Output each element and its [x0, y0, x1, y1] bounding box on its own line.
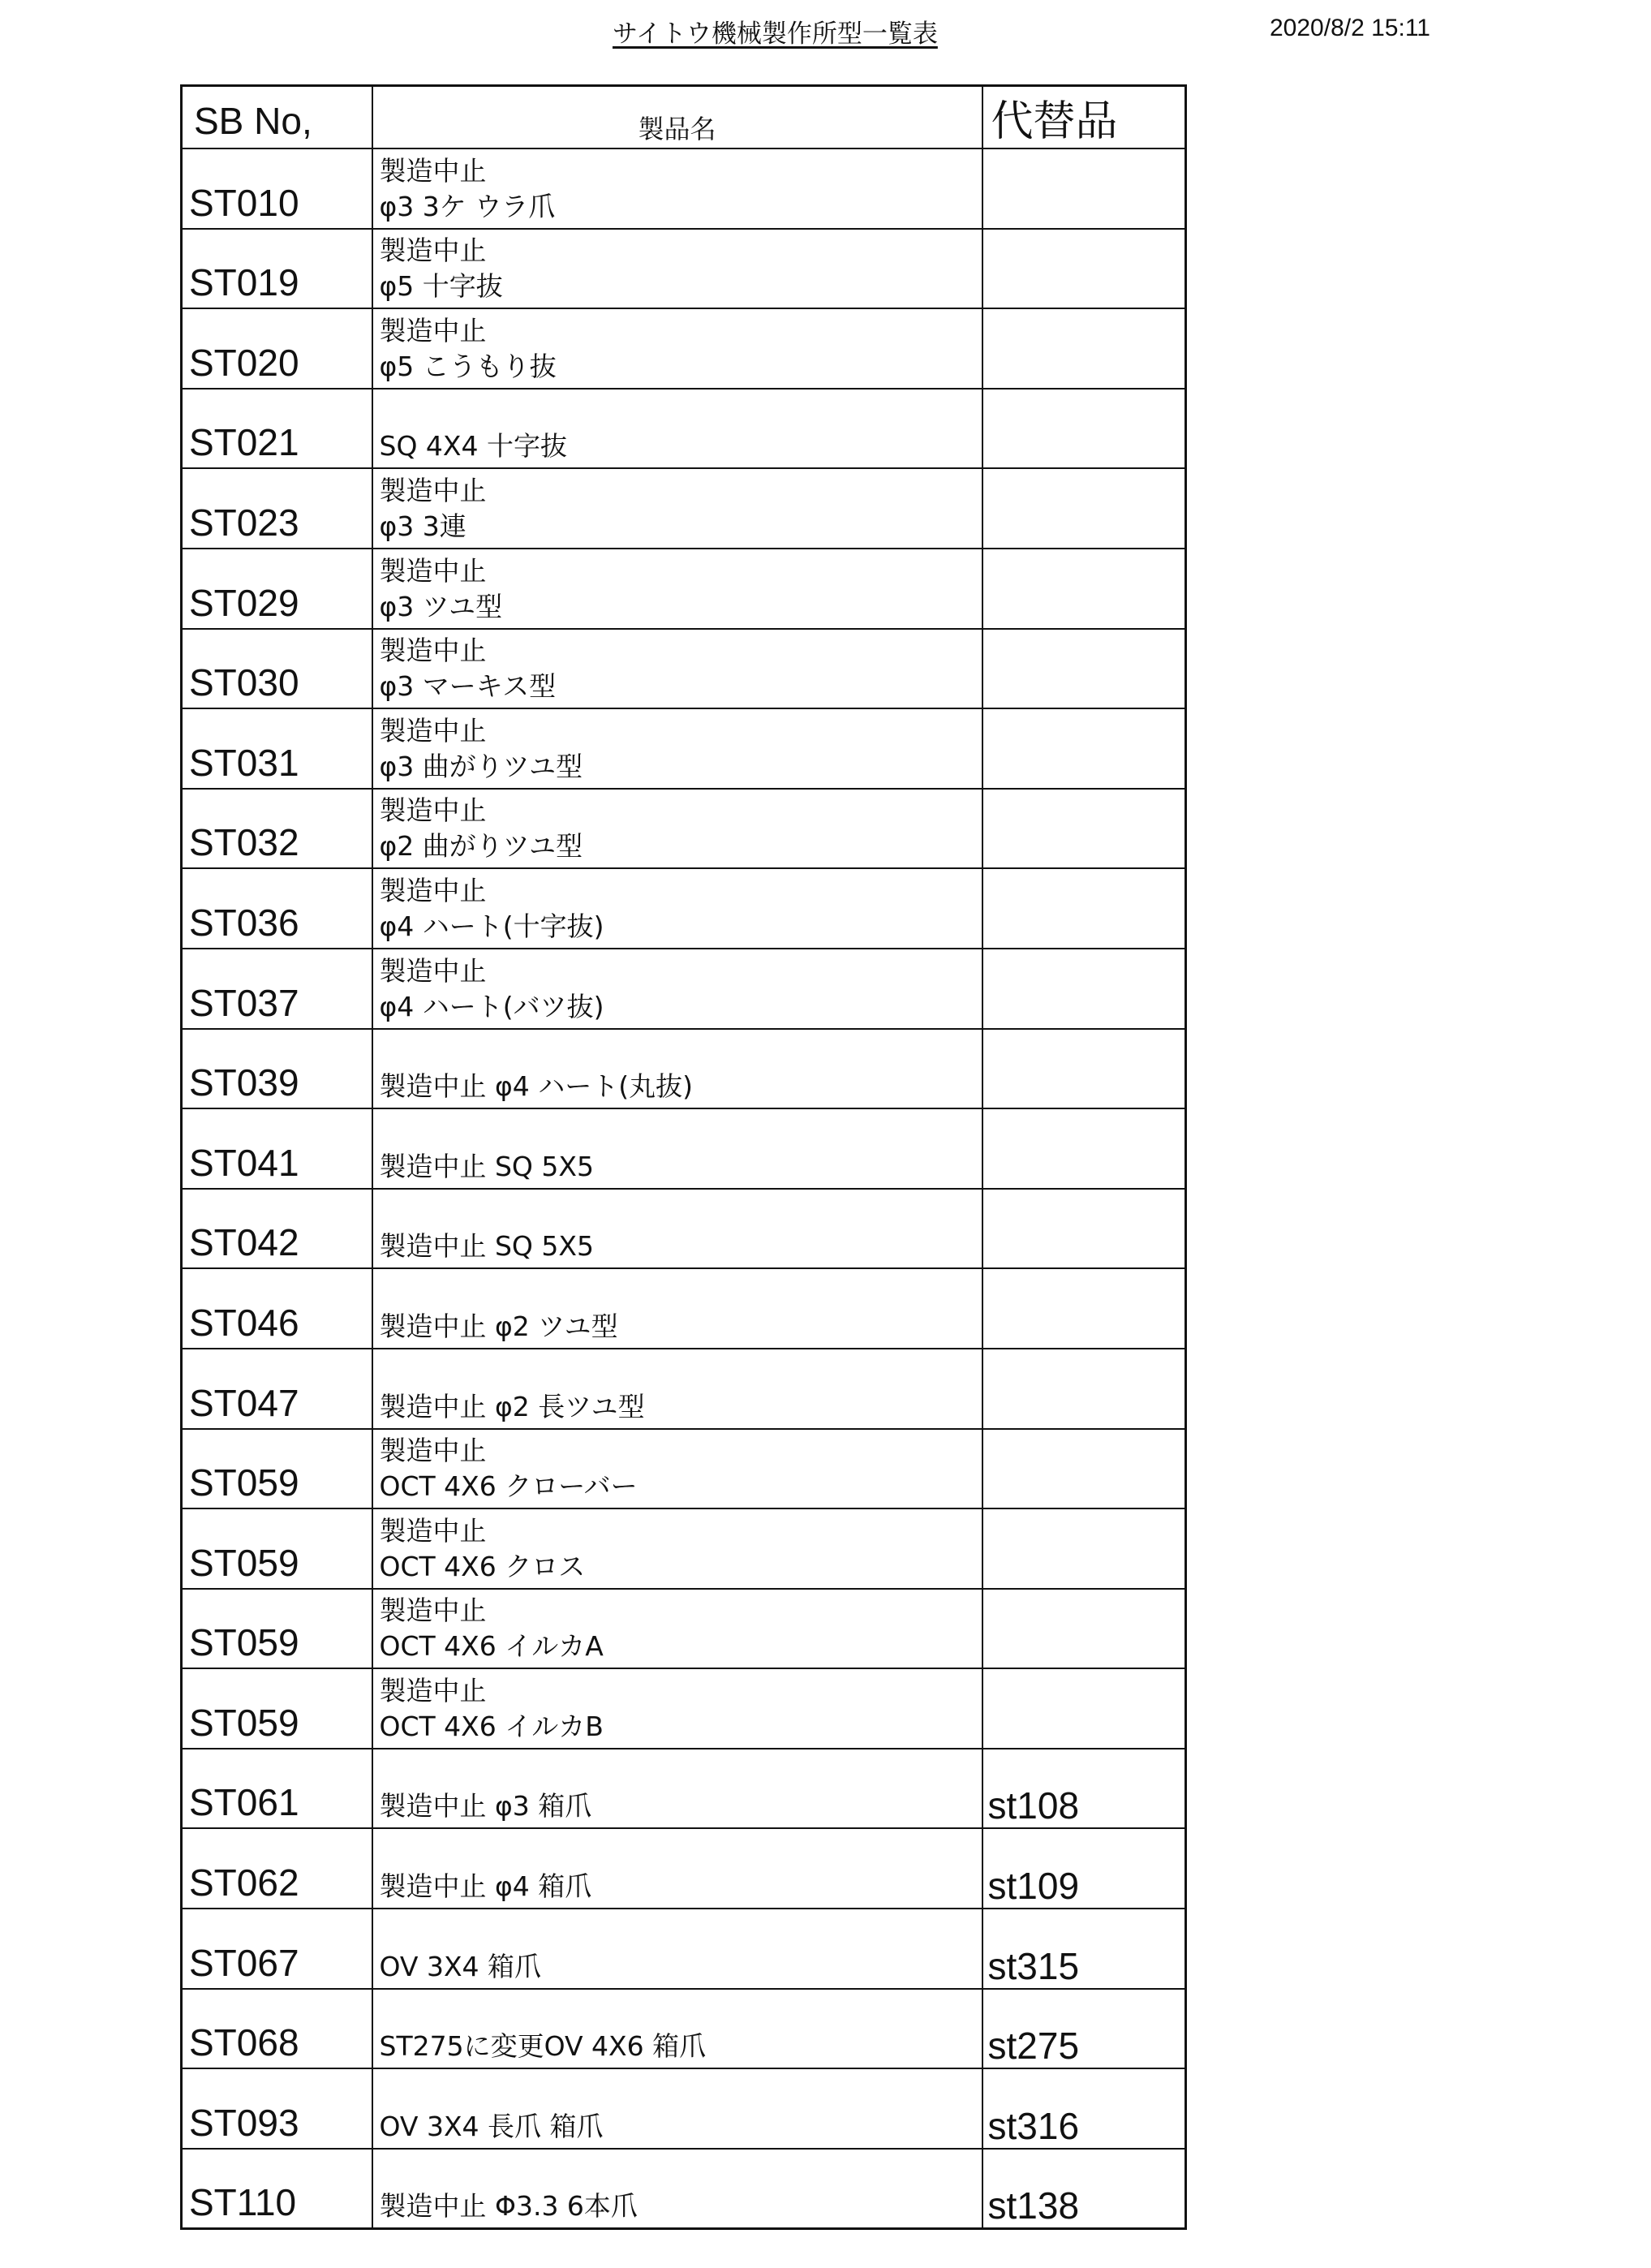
product-description-line: φ5 こうもり抜 — [379, 350, 557, 382]
product-name-cell — [372, 2149, 982, 2229]
substitute-cell: st315 — [982, 1909, 1186, 1989]
sb-number-cell: ST020 — [182, 308, 372, 389]
table-row — [182, 1909, 1186, 1989]
product-status-line: 製造中止 — [379, 474, 487, 506]
sb-number-cell: ST030 — [182, 629, 372, 709]
product-description-line: φ3 曲がりツユ型 — [379, 750, 583, 782]
product-description-line: OCT 4X6 クロス — [379, 1550, 586, 1582]
sb-number-cell: ST042 — [182, 1189, 372, 1269]
product-description-line: OV 3X4 長爪 箱爪 — [379, 2110, 604, 2142]
product-description-line: 製造中止 φ2 ツユ型 — [379, 1310, 618, 1342]
sb-number-cell: ST021 — [182, 389, 372, 469]
sb-number-cell: ST032 — [182, 789, 372, 869]
table-row — [182, 1828, 1186, 1909]
table-row — [182, 1189, 1186, 1269]
table-row — [182, 1589, 1186, 1669]
substitute-cell — [982, 708, 1186, 789]
product-status-line: 製造中止 — [379, 635, 487, 667]
product-name-cell — [372, 1989, 982, 2069]
table-row — [182, 1749, 1186, 1829]
product-status-line: 製造中止 — [379, 714, 487, 747]
sb-number-cell: ST059 — [182, 1429, 372, 1509]
sb-number-cell: ST047 — [182, 1349, 372, 1429]
product-status-line: 製造中止 — [379, 554, 487, 587]
product-description-line: φ5 十字抜 — [379, 270, 503, 303]
product-name-cell — [372, 1349, 982, 1429]
product-name-cell — [372, 1029, 982, 1109]
substitute-cell: st138 — [982, 2149, 1186, 2229]
product-description-line: φ4 ハート(バツ抜) — [379, 990, 604, 1022]
table-body — [182, 148, 1186, 2228]
product-name-cell — [372, 949, 982, 1029]
product-name-cell — [372, 1508, 982, 1589]
sb-number-cell: ST059 — [182, 1508, 372, 1589]
table-row — [182, 789, 1186, 869]
product-name-cell — [372, 468, 982, 549]
sb-number-cell: ST010 — [182, 148, 372, 229]
product-description-line: 製造中止 φ4 ハート(丸抜) — [379, 1070, 693, 1103]
table-row — [182, 1989, 1186, 2069]
table-row — [182, 708, 1186, 789]
substitute-cell: st109 — [982, 1828, 1186, 1909]
sb-number-cell: ST062 — [182, 1828, 372, 1909]
substitute-cell — [982, 789, 1186, 869]
product-description-line: 製造中止 SQ 5X5 — [379, 1230, 594, 1263]
product-description-line: φ3 3ケ ウラ爪 — [379, 190, 556, 222]
sb-number-cell: ST023 — [182, 468, 372, 549]
substitute-cell — [982, 308, 1186, 389]
product-name-cell — [372, 389, 982, 469]
substitute-cell — [982, 1668, 1186, 1749]
sb-number-cell: ST037 — [182, 949, 372, 1029]
substitute-cell — [982, 1268, 1186, 1349]
substitute-cell — [982, 1189, 1186, 1269]
product-description-line: φ3 ツユ型 — [379, 590, 503, 622]
substitute-cell: st275 — [982, 1989, 1186, 2069]
product-name-cell — [372, 1429, 982, 1509]
product-name-cell — [372, 1189, 982, 1269]
substitute-cell — [982, 1429, 1186, 1509]
table-row — [182, 1349, 1186, 1429]
substitute-cell: st316 — [982, 2068, 1186, 2149]
product-status-line: 製造中止 — [379, 154, 487, 187]
sb-number-cell: ST036 — [182, 868, 372, 949]
product-description-line: OCT 4X6 イルカA — [379, 1630, 604, 1663]
substitute-cell — [982, 549, 1186, 629]
product-name-cell — [372, 708, 982, 789]
product-description-line: OCT 4X6 クローバー — [379, 1470, 638, 1503]
sb-number-cell: ST110 — [182, 2149, 372, 2229]
table-row — [182, 949, 1186, 1029]
product-status-line: 製造中止 — [379, 314, 487, 346]
table-row — [182, 389, 1186, 469]
product-name-cell — [372, 229, 982, 309]
product-status-line: 製造中止 — [379, 1514, 487, 1547]
substitute-cell — [982, 1589, 1186, 1669]
product-description-line: φ4 ハート(十字抜) — [379, 910, 604, 942]
substitute-cell — [982, 229, 1186, 309]
sb-number-cell: ST059 — [182, 1668, 372, 1749]
product-name-cell — [372, 148, 982, 229]
substitute-cell — [982, 1349, 1186, 1429]
product-status-line: 製造中止 — [379, 954, 487, 987]
product-name-cell — [372, 549, 982, 629]
product-status-line: 製造中止 — [379, 235, 487, 267]
table-row — [182, 1108, 1186, 1189]
table-row — [182, 1508, 1186, 1589]
table-row — [182, 308, 1186, 389]
table-row — [182, 148, 1186, 229]
table-row — [182, 1668, 1186, 1749]
sb-number-cell: ST019 — [182, 229, 372, 309]
table-row — [182, 1429, 1186, 1509]
product-description-line: OV 3X4 箱爪 — [379, 1950, 542, 1982]
substitute-cell — [982, 1029, 1186, 1109]
product-name-cell — [372, 1668, 982, 1749]
product-description-line: OCT 4X6 イルカB — [379, 1710, 604, 1742]
product-description-line: 製造中止 SQ 5X5 — [379, 1150, 594, 1182]
sb-number-cell: ST059 — [182, 1589, 372, 1669]
product-status-line: 製造中止 — [379, 794, 487, 827]
product-description-line: SQ 4X4 十字抜 — [379, 430, 567, 463]
substitute-cell — [982, 1508, 1186, 1589]
substitute-cell — [982, 949, 1186, 1029]
sb-number-cell: ST029 — [182, 549, 372, 629]
product-name-cell — [372, 1589, 982, 1669]
table-row — [182, 468, 1186, 549]
sb-number-cell: ST068 — [182, 1989, 372, 2069]
substitute-cell — [982, 1108, 1186, 1189]
table-row — [182, 2149, 1186, 2229]
product-status-line: 製造中止 — [379, 1435, 487, 1467]
product-name-cell — [372, 1268, 982, 1349]
sb-number-cell: ST031 — [182, 708, 372, 789]
column-header-substitute: 代替品 — [982, 86, 1186, 149]
product-description-line: 製造中止 φ3 箱爪 — [379, 1790, 592, 1823]
substitute-cell — [982, 629, 1186, 709]
substitute-cell: st108 — [982, 1749, 1186, 1829]
table-row — [182, 549, 1186, 629]
table-row — [182, 1268, 1186, 1349]
product-name-cell — [372, 1828, 982, 1909]
product-name-cell — [372, 1909, 982, 1989]
table-row — [182, 629, 1186, 709]
product-status-line: 製造中止 — [379, 1674, 487, 1706]
sb-number-cell: ST041 — [182, 1108, 372, 1189]
mold-list-table — [180, 84, 1187, 2230]
timestamp: 2020/8/2 15:11 — [1270, 15, 1430, 41]
substitute-cell — [982, 868, 1186, 949]
product-name-cell — [372, 629, 982, 709]
sb-number-cell: ST046 — [182, 1268, 372, 1349]
product-description-line: φ3 3連 — [379, 510, 466, 542]
table-row — [182, 1029, 1186, 1109]
table-row — [182, 2068, 1186, 2149]
product-status-line: 製造中止 — [379, 874, 487, 906]
column-header-product-name: 製品名 — [372, 86, 982, 149]
product-description-line: 製造中止 Φ3.3 6本爪 — [379, 2189, 638, 2222]
substitute-cell — [982, 148, 1186, 229]
product-description-line: φ2 曲がりツユ型 — [379, 830, 583, 863]
product-name-cell — [372, 1749, 982, 1829]
substitute-cell — [982, 389, 1186, 469]
product-name-cell — [372, 868, 982, 949]
product-description-line: 製造中止 φ4 箱爪 — [379, 1870, 592, 1903]
product-description-line: 製造中止 φ2 長ツユ型 — [379, 1390, 645, 1422]
product-name-cell — [372, 308, 982, 389]
sb-number-cell: ST093 — [182, 2068, 372, 2149]
table-row — [182, 229, 1186, 309]
sb-number-cell: ST067 — [182, 1909, 372, 1989]
product-description-line: φ3 マーキス型 — [379, 670, 557, 703]
product-description-line: ST275に変更OV 4X6 箱爪 — [379, 2030, 707, 2063]
table-header-row — [182, 86, 1186, 149]
substitute-cell — [982, 468, 1186, 549]
product-name-cell — [372, 789, 982, 869]
page-title: サイトウ機械製作所型一覧表 — [613, 19, 938, 49]
table-row — [182, 868, 1186, 949]
column-header-sb-no: SB No, — [182, 86, 372, 149]
product-status-line: 製造中止 — [379, 1594, 487, 1627]
sb-number-cell: ST039 — [182, 1029, 372, 1109]
product-name-cell — [372, 2068, 982, 2149]
sb-number-cell: ST061 — [182, 1749, 372, 1829]
product-name-cell — [372, 1108, 982, 1189]
